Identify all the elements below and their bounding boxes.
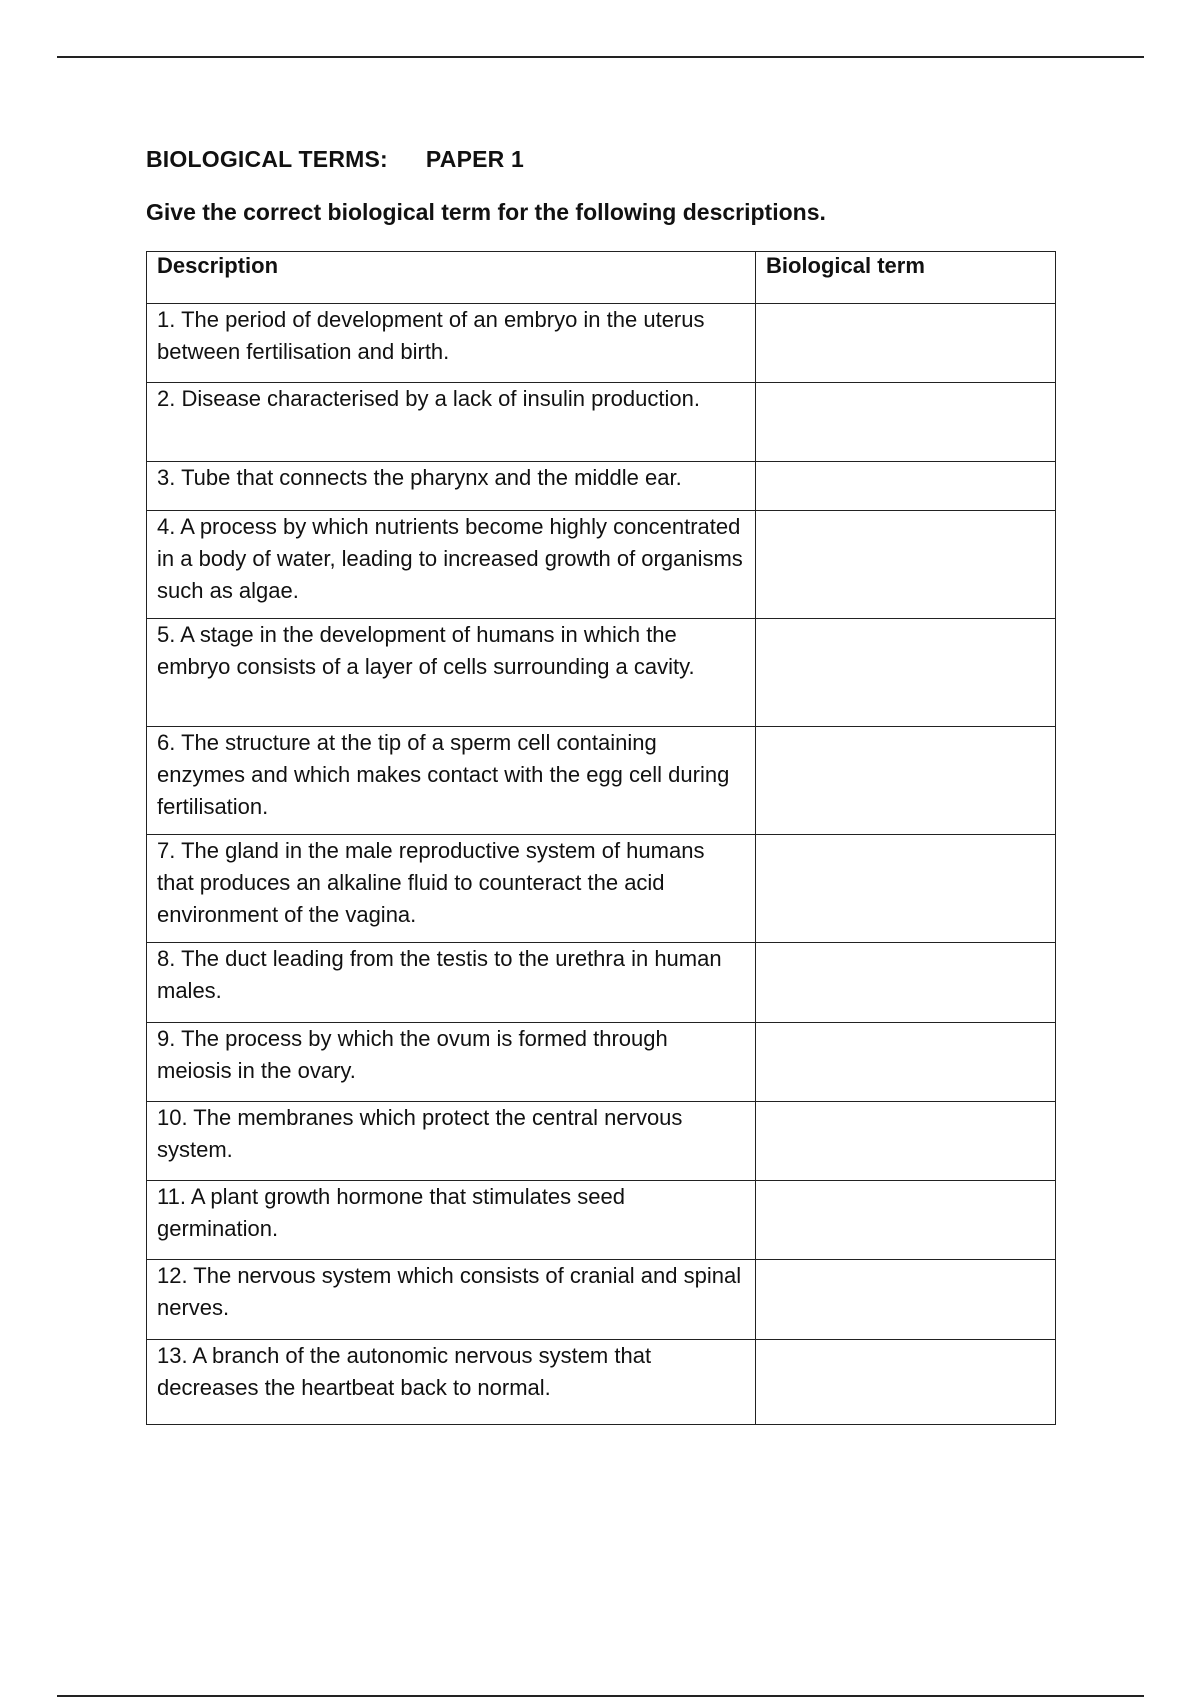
answer-input[interactable]: [756, 1023, 1055, 1057]
answer-input[interactable]: [756, 511, 1055, 545]
table-row: [147, 1181, 1056, 1260]
answer-cell[interactable]: [756, 511, 1056, 619]
row-description: 10. The membranes which protect the central nervous system.: [147, 1102, 756, 1181]
answer-input[interactable]: [756, 1260, 1055, 1294]
answer-input[interactable]: [756, 727, 1055, 761]
row-description: 11. A plant growth hormone that stimulates seed germination.: [147, 1181, 756, 1260]
column-header-description: Description: [147, 252, 756, 304]
answer-input[interactable]: [756, 619, 1055, 653]
answer-cell[interactable]: [756, 383, 1056, 462]
row-description: 6. The structure at the tip of a sperm cell containing enzymes and which makes contact with the egg cell during fertilisation.: [147, 727, 756, 835]
table-header-row: [147, 252, 1056, 304]
page-heading: [146, 146, 524, 173]
answer-cell[interactable]: [756, 1181, 1056, 1260]
row-description: 9. The process by which the ovum is formed through meiosis in the ovary.: [147, 1023, 756, 1102]
row-description: 7. The gland in the male reproductive system of humans that produces an alkaline fluid to counteract the acid environment of the vagina.: [147, 835, 756, 943]
answer-input[interactable]: [756, 462, 1055, 496]
answer-input[interactable]: [756, 1181, 1055, 1215]
answer-input[interactable]: [756, 1102, 1055, 1136]
table-body: [147, 304, 1056, 1425]
table-row: [147, 943, 1056, 1023]
row-description: 3. Tube that connects the pharynx and the middle ear.: [147, 462, 756, 511]
answer-cell[interactable]: [756, 1340, 1056, 1425]
answer-cell[interactable]: [756, 304, 1056, 383]
row-description: 1. The period of development of an embryo in the uterus between fertilisation and birth.: [147, 304, 756, 383]
answer-cell[interactable]: [756, 619, 1056, 727]
table-row: [147, 383, 1056, 462]
answer-cell[interactable]: [756, 1023, 1056, 1102]
row-description: 12. The nervous system which consists of cranial and spinal nerves.: [147, 1260, 756, 1340]
instruction-text: Give the correct biological term for the following descriptions.: [146, 199, 826, 225]
biological-terms-table: [146, 251, 1056, 1425]
answer-cell[interactable]: [756, 1260, 1056, 1340]
bottom-rule: [57, 1695, 1144, 1697]
row-description: 2. Disease characterised by a lack of insulin production.: [147, 383, 756, 462]
row-description: 5. A stage in the development of humans in which the embryo consists of a layer of cells surrounding a cavity.: [147, 619, 756, 727]
answer-cell[interactable]: [756, 462, 1056, 511]
answer-input[interactable]: [756, 835, 1055, 869]
row-description: 4. A process by which nutrients become highly concentrated in a body of water, leading to increased growth of organisms such as algae.: [147, 511, 756, 619]
answer-cell[interactable]: [756, 943, 1056, 1023]
answer-input[interactable]: [756, 383, 1055, 417]
answer-cell[interactable]: [756, 835, 1056, 943]
table-row: [147, 1023, 1056, 1102]
top-rule: [57, 56, 1144, 58]
answer-input[interactable]: [756, 943, 1055, 977]
answer-cell[interactable]: [756, 1102, 1056, 1181]
heading-paper: PAPER 1: [425, 146, 525, 172]
heading-title: BIOLOGICAL TERMS:: [146, 146, 388, 172]
table-row: [147, 727, 1056, 835]
answer-input[interactable]: [756, 1340, 1055, 1374]
table-row: [147, 619, 1056, 727]
answer-cell[interactable]: [756, 727, 1056, 835]
table-row: [147, 511, 1056, 619]
table-row: [147, 304, 1056, 383]
column-header-term: Biological term: [756, 252, 1056, 304]
table-row: [147, 462, 1056, 511]
table-row: [147, 1260, 1056, 1340]
table-row: [147, 1102, 1056, 1181]
row-description: 13. A branch of the autonomic nervous system that decreases the heartbeat back to normal.: [147, 1340, 756, 1425]
row-description: 8. The duct leading from the testis to the urethra in human males.: [147, 943, 756, 1023]
table-row: [147, 1340, 1056, 1425]
answer-input[interactable]: [756, 304, 1055, 338]
table-row: [147, 835, 1056, 943]
